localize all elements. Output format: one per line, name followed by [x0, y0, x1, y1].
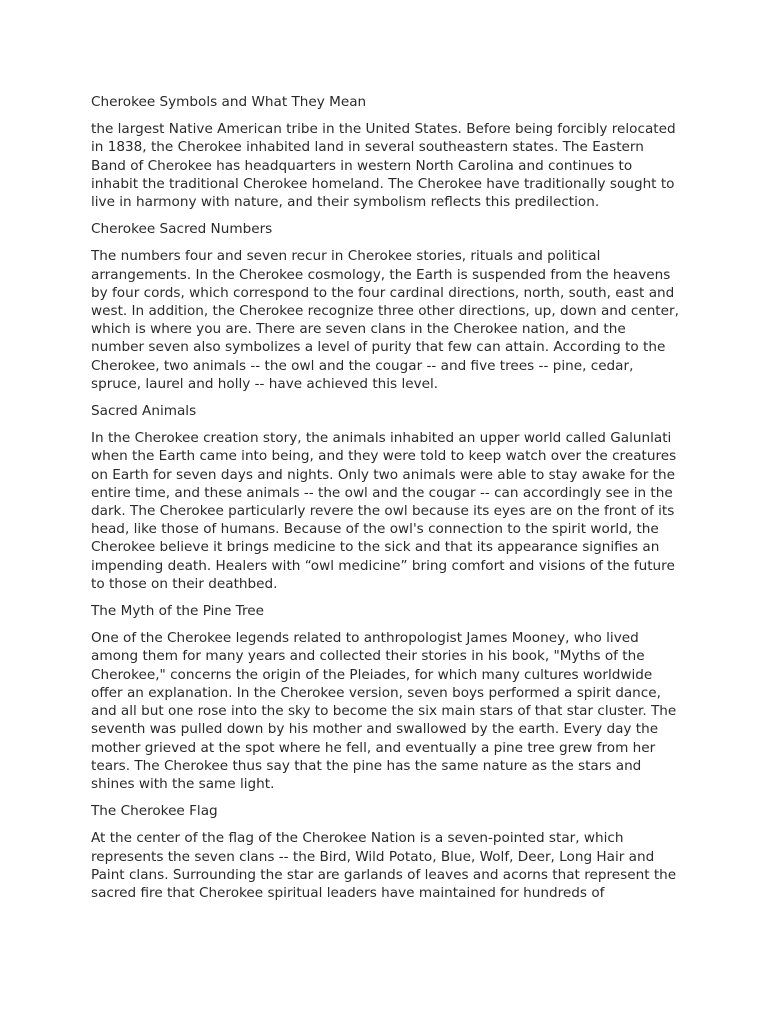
section-heading-pine-tree: The Myth of the Pine Tree: [91, 603, 264, 620]
section-body-pine-tree: One of the Cherokee legends related to anthropologist James Mooney, who lived among them for many years and collected their stories in his book, "Myths of the Cherokee," concerns the origin of the Pleiades, for which many cultures worldwide offer an explanation. In the Cherokee version, seven boys performed a spirit dance, and all but one rose into the sky to become the six main stars of that star cluster. The seventh was pulled down by his mother and swallowed by the earth. Every day the mother grieved at the spot where he fell, and eventually a pine tree grew from her tears. The Cherokee thus say that the pine has the same nature as the stars and shines with the same light.: [91, 630, 677, 792]
section-body-cherokee-flag: At the center of the flag of the Cherokee Nation is a seven-pointed star, which represents the seven clans -- the Bird, Wild Potato, Blue, Wolf, Deer, Long Hair and Paint clans. Surrounding the star are garlands of leaves and acorns that represent the sacred fire that Cherokee spiritual leaders have maintained for hundreds of: [91, 830, 677, 901]
section-heading-cherokee-flag: The Cherokee Flag: [91, 803, 218, 820]
section-heading-sacred-numbers: Cherokee Sacred Numbers: [91, 221, 273, 238]
intro-paragraph: the largest Native American tribe in the United States. Before being forcibly relocated in 1838, the Cherokee inhabited land in several southeastern states. The Eastern Band of Cherokee has headquarters in western North Carolina and continues to inhabit the traditional Cherokee homeland. The Cherokee have traditionally sought to live in harmony with nature, and their symbolism reflects this predilection.: [91, 121, 676, 211]
section-heading-sacred-animals: Sacred Animals: [91, 403, 197, 420]
section-body-sacred-animals: In the Cherokee creation story, the animals inhabited an upper world called Galunlati when the Earth came into being, and they were told to keep watch over the creatures on Earth for seven days and nights. Only two animals were able to stay awake for the entire time, and these animals -- the owl and the cougar -- can accordingly see in the dark. The Cherokee particularly revere the owl because its eyes are on the front of its head, like those of humans. Because of the owl's connection to the spirit world, the Cherokee believe it brings medicine to the sick and that its appearance signifies an impending death. Healers with “owl medicine” bring comfort and visions of the future to those on their deathbed.: [91, 430, 677, 592]
document-page: [91, 93, 681, 911]
section-body-sacred-numbers: The numbers four and seven recur in Cherokee stories, rituals and political arrangements. In the Cherokee cosmology, the Earth is suspended from the heavens by four cords, which correspond to the four cardinal directions, north, south, east and west. In addition, the Cherokee recognize three other directions, up, down and center, which is where you are. There are seven clans in the Cherokee nation, and the number seven also symbolizes a level of purity that few can attain. According to the Cherokee, two animals -- the owl and the cougar -- and five trees -- pine, cedar, spruce, laurel and holly -- have achieved this level.: [91, 248, 679, 392]
document-title: Cherokee Symbols and What They Mean: [91, 94, 367, 110]
